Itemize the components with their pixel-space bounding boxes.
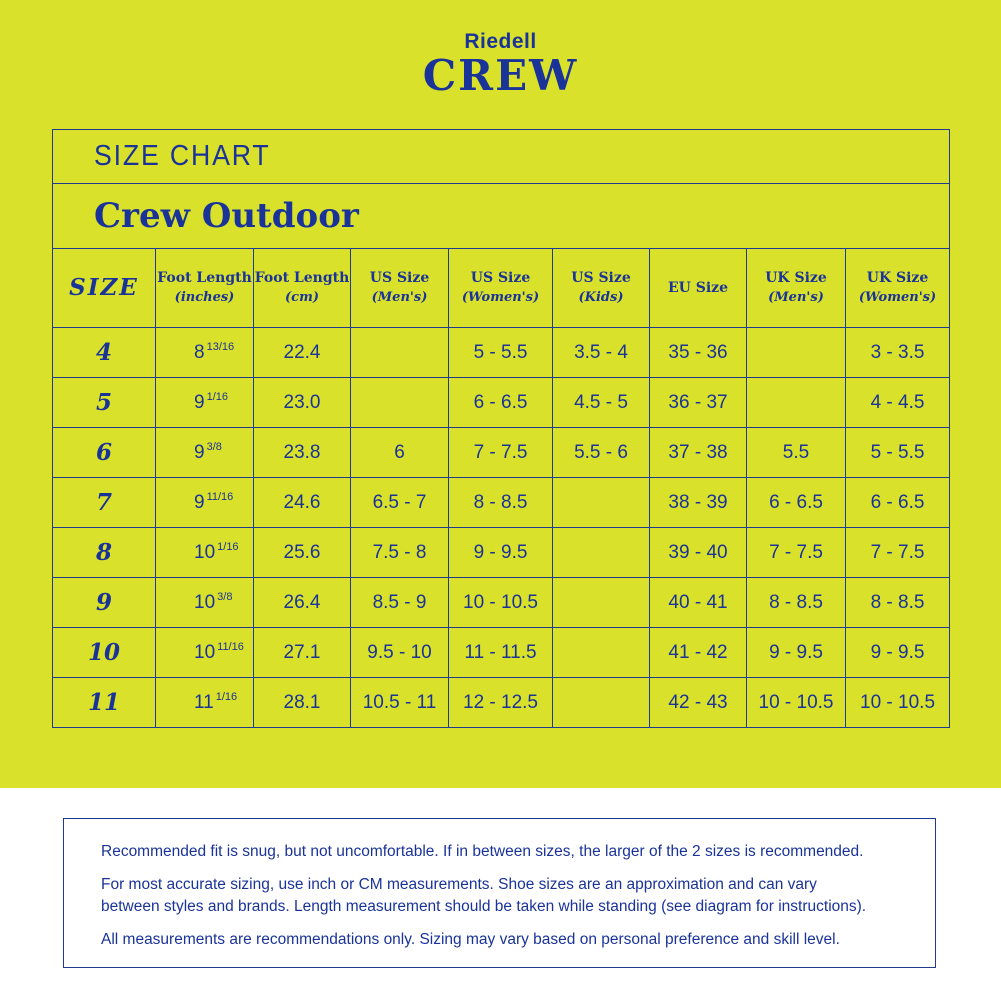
column-header bbox=[650, 249, 747, 328]
size-cell: 10 bbox=[53, 628, 156, 678]
column-header-unit: (inches) bbox=[174, 290, 235, 305]
cell-uk-women: 3 - 3.5 bbox=[846, 328, 950, 378]
cell-eu: 36 - 37 bbox=[650, 378, 747, 428]
cell-us-men bbox=[351, 378, 449, 428]
size-cell: 7 bbox=[53, 478, 156, 528]
cell-cm: 28.1 bbox=[254, 678, 351, 728]
note-line-3: between styles and brands. Length measurement should be taken while standing (see diagram for instructions). bbox=[101, 898, 867, 915]
column-header-unit: (Kids) bbox=[578, 290, 624, 305]
table-row bbox=[53, 578, 950, 628]
cell-us-men bbox=[351, 328, 449, 378]
cell-uk-men bbox=[747, 328, 846, 378]
inches-fraction: 13/16 bbox=[206, 341, 235, 353]
cell-us-men: 7.5 - 8 bbox=[351, 528, 449, 578]
column-header-label: SIZE bbox=[69, 274, 139, 301]
column-header-label: UK Size bbox=[765, 270, 827, 286]
cell-cm: 23.8 bbox=[254, 428, 351, 478]
cell-cm: 23.0 bbox=[254, 378, 351, 428]
cell-uk-women: 7 - 7.5 bbox=[846, 528, 950, 578]
cell-cm: 27.1 bbox=[254, 628, 351, 678]
note-line-1: Recommended fit is snug, but not uncomfortable. If in between sizes, the larger of the 2 sizes is recommended. bbox=[101, 843, 864, 860]
cell-uk-men: 8 - 8.5 bbox=[747, 578, 846, 628]
cell-cm: 26.4 bbox=[254, 578, 351, 628]
size-cell: 4 bbox=[53, 328, 156, 378]
cell-us-men: 9.5 - 10 bbox=[351, 628, 449, 678]
cell-uk-women: 6 - 6.5 bbox=[846, 478, 950, 528]
cell-eu: 41 - 42 bbox=[650, 628, 747, 678]
inches-whole: 10 bbox=[194, 542, 216, 563]
cell-uk-women: 8 - 8.5 bbox=[846, 578, 950, 628]
size-chart-title: SIZE CHART bbox=[53, 130, 950, 184]
size-cell: 6 bbox=[53, 428, 156, 478]
foot-length-inches-cell bbox=[156, 678, 254, 728]
inches-whole: 8 bbox=[194, 342, 205, 363]
cell-us-women: 9 - 9.5 bbox=[449, 528, 553, 578]
cell-uk-men bbox=[747, 378, 846, 428]
cell-eu: 37 - 38 bbox=[650, 428, 747, 478]
column-header bbox=[747, 249, 846, 328]
cell-us-women: 11 - 11.5 bbox=[449, 628, 553, 678]
size-cell: 5 bbox=[53, 378, 156, 428]
cell-us-kids bbox=[553, 528, 650, 578]
table-row bbox=[53, 628, 950, 678]
inches-whole: 9 bbox=[194, 442, 205, 463]
cell-us-kids: 4.5 - 5 bbox=[553, 378, 650, 428]
cell-us-kids: 5.5 - 6 bbox=[553, 428, 650, 478]
size-cell: 11 bbox=[53, 678, 156, 728]
cell-us-kids bbox=[553, 578, 650, 628]
column-header bbox=[53, 249, 156, 328]
inches-fraction: 11/16 bbox=[206, 491, 234, 503]
column-header-unit: (Women's) bbox=[461, 290, 540, 305]
cell-us-kids: 3.5 - 4 bbox=[553, 328, 650, 378]
cell-us-kids bbox=[553, 478, 650, 528]
column-header-unit: (Men's) bbox=[768, 290, 824, 305]
brand-crew-logo: CREW bbox=[422, 51, 579, 100]
column-header-label: US Size bbox=[571, 270, 631, 286]
column-header-unit: (Men's) bbox=[371, 290, 428, 305]
cell-us-men: 6.5 - 7 bbox=[351, 478, 449, 528]
cell-us-women: 7 - 7.5 bbox=[449, 428, 553, 478]
model-title: Crew Outdoor bbox=[53, 184, 950, 249]
inches-fraction: 11/16 bbox=[217, 641, 244, 653]
cell-us-kids bbox=[553, 678, 650, 728]
table-row bbox=[53, 528, 950, 578]
cell-cm: 25.6 bbox=[254, 528, 351, 578]
inches-fraction: 1/16 bbox=[217, 541, 239, 553]
table-row bbox=[53, 478, 950, 528]
cell-cm: 24.6 bbox=[254, 478, 351, 528]
cell-us-women: 12 - 12.5 bbox=[449, 678, 553, 728]
cell-eu: 40 - 41 bbox=[650, 578, 747, 628]
inches-whole: 10 bbox=[194, 592, 216, 613]
inches-fraction: 1/16 bbox=[206, 391, 228, 403]
inches-whole: 9 bbox=[194, 492, 205, 513]
column-header bbox=[254, 249, 351, 328]
column-header-label: Foot Length bbox=[157, 270, 252, 286]
cell-eu: 38 - 39 bbox=[650, 478, 747, 528]
size-chart-table bbox=[52, 129, 950, 728]
note-line-2: For most accurate sizing, use inch or CM measurements. Shoe sizes are an approximation and can vary bbox=[101, 876, 817, 893]
cell-eu: 35 - 36 bbox=[650, 328, 747, 378]
cell-eu: 39 - 40 bbox=[650, 528, 747, 578]
column-header-unit: (cm) bbox=[285, 290, 319, 305]
cell-us-kids bbox=[553, 628, 650, 678]
table-row bbox=[53, 328, 950, 378]
column-header-unit: (Women's) bbox=[858, 290, 937, 305]
table-row bbox=[53, 378, 950, 428]
column-header-label: US Size bbox=[369, 270, 430, 286]
inches-fraction: 3/8 bbox=[217, 591, 233, 603]
column-header bbox=[846, 249, 950, 328]
brand-riedell: Riedell bbox=[464, 30, 537, 53]
column-header-label: US Size bbox=[470, 270, 531, 286]
foot-length-inches-cell bbox=[156, 478, 254, 528]
note-line-4: All measurements are recommendations only. Sizing may vary based on personal preference and skill level. bbox=[101, 931, 840, 948]
cell-uk-men: 6 - 6.5 bbox=[747, 478, 846, 528]
inches-whole: 9 bbox=[194, 392, 205, 413]
cell-eu: 42 - 43 bbox=[650, 678, 747, 728]
cell-uk-men: 7 - 7.5 bbox=[747, 528, 846, 578]
foot-length-inches-cell bbox=[156, 528, 254, 578]
cell-us-women: 8 - 8.5 bbox=[449, 478, 553, 528]
foot-length-inches-cell bbox=[156, 578, 254, 628]
inches-whole: 10 bbox=[194, 642, 216, 663]
inches-fraction: 3/8 bbox=[206, 441, 222, 453]
table-row bbox=[53, 678, 950, 728]
cell-uk-women: 10 - 10.5 bbox=[846, 678, 950, 728]
column-header bbox=[449, 249, 553, 328]
fit-notes-box bbox=[63, 818, 936, 968]
size-cell: 9 bbox=[53, 578, 156, 628]
cell-uk-men: 5.5 bbox=[747, 428, 846, 478]
cell-us-women: 6 - 6.5 bbox=[449, 378, 553, 428]
column-header-label: EU Size bbox=[667, 280, 729, 296]
header-row bbox=[53, 249, 950, 328]
foot-length-inches-cell bbox=[156, 428, 254, 478]
column-header bbox=[156, 249, 254, 328]
cell-uk-women: 4 - 4.5 bbox=[846, 378, 950, 428]
cell-us-women: 10 - 10.5 bbox=[449, 578, 553, 628]
column-header-label: UK Size bbox=[866, 270, 929, 286]
cell-us-women: 5 - 5.5 bbox=[449, 328, 553, 378]
inches-whole: 11 bbox=[194, 692, 214, 713]
table-row bbox=[53, 428, 950, 478]
inches-fraction: 1/16 bbox=[215, 691, 238, 703]
column-header bbox=[351, 249, 449, 328]
foot-length-inches-cell bbox=[156, 378, 254, 428]
size-cell: 8 bbox=[53, 528, 156, 578]
cell-us-men: 8.5 - 9 bbox=[351, 578, 449, 628]
cell-us-men: 6 bbox=[351, 428, 449, 478]
cell-uk-men: 9 - 9.5 bbox=[747, 628, 846, 678]
column-header bbox=[553, 249, 650, 328]
cell-uk-women: 9 - 9.5 bbox=[846, 628, 950, 678]
cell-uk-women: 5 - 5.5 bbox=[846, 428, 950, 478]
foot-length-inches-cell bbox=[156, 628, 254, 678]
cell-us-men: 10.5 - 11 bbox=[351, 678, 449, 728]
cell-cm: 22.4 bbox=[254, 328, 351, 378]
cell-uk-men: 10 - 10.5 bbox=[747, 678, 846, 728]
foot-length-inches-cell bbox=[156, 328, 254, 378]
column-header-label: Foot Length bbox=[254, 270, 350, 286]
